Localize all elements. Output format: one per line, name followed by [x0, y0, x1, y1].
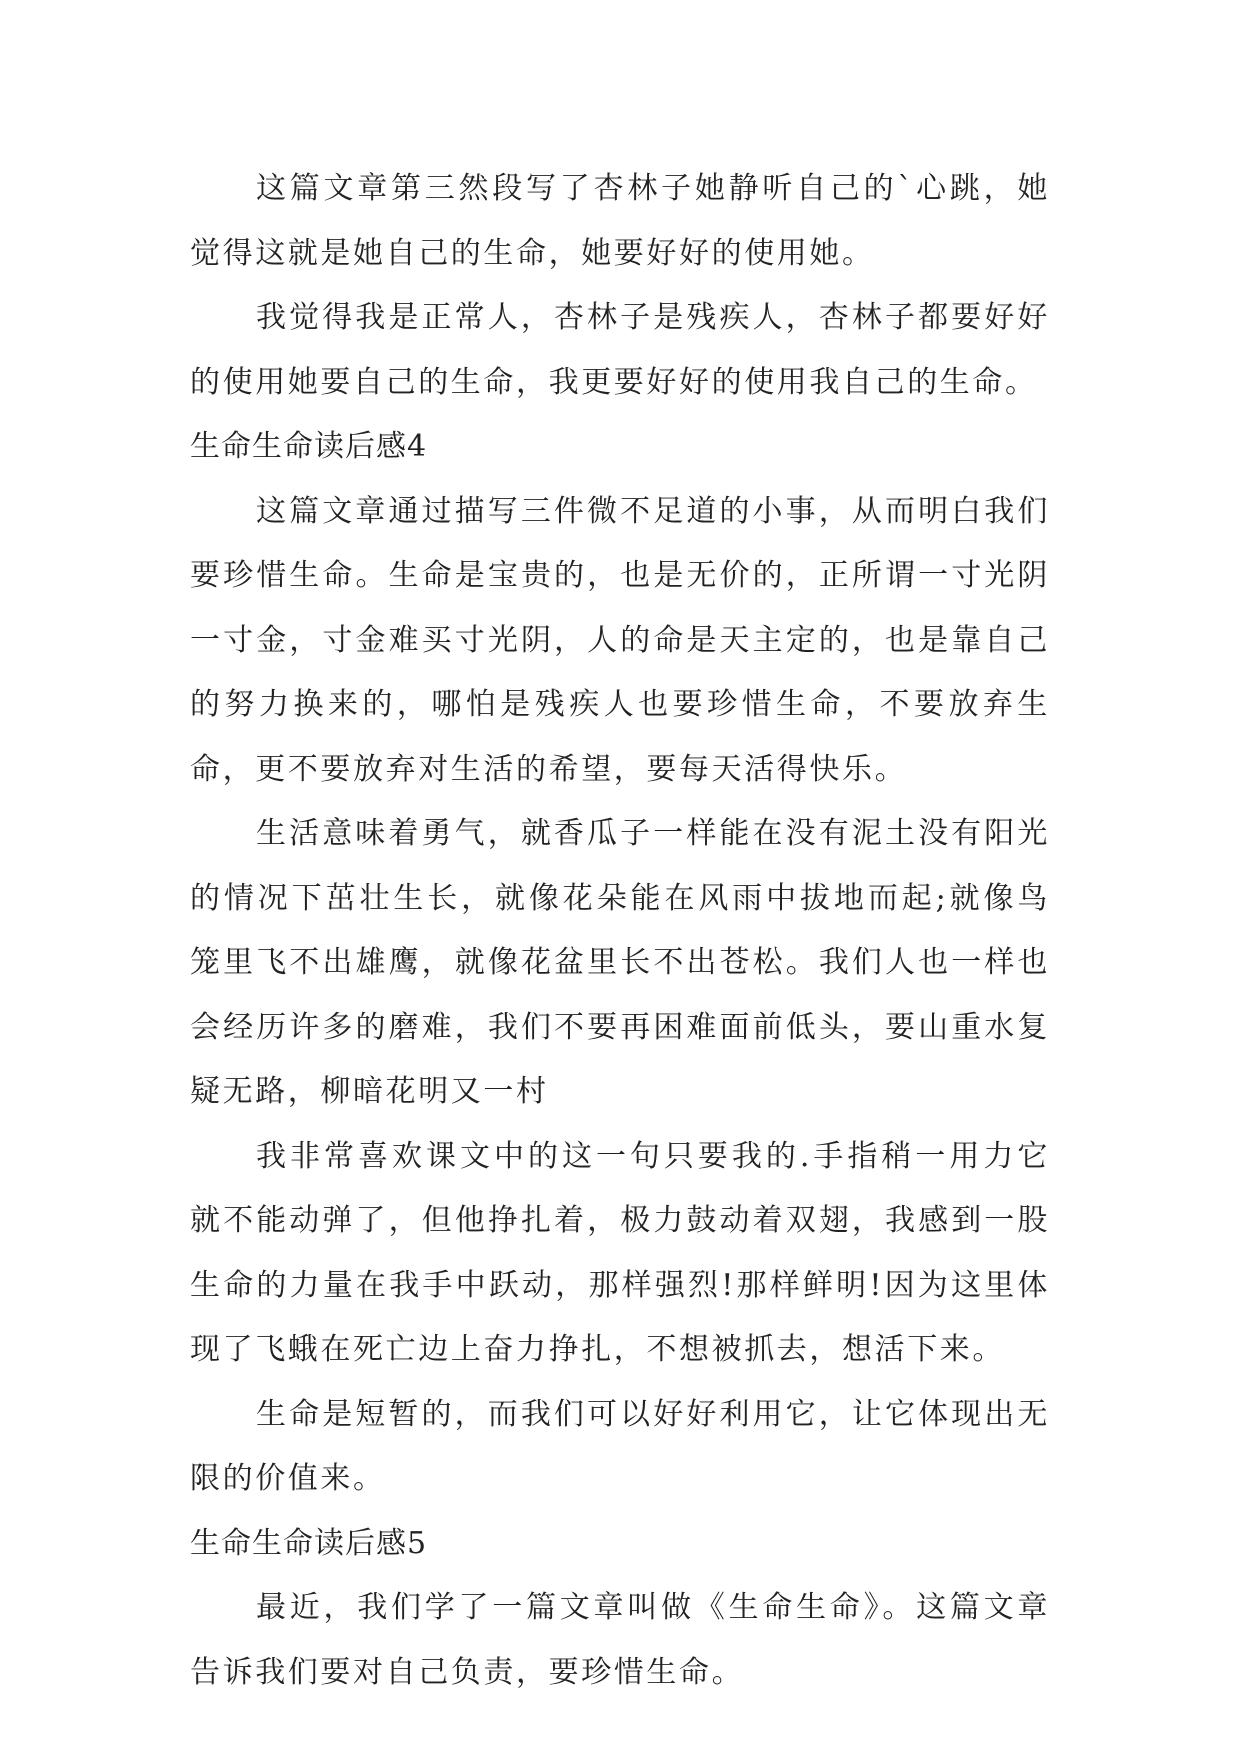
section-heading-4: 生命生命读后感4 [190, 429, 428, 464]
paragraph-heartbeat: 这篇文章第三然段写了杏林子她静听自己的`心跳，她觉得这就是她自己的生命，她要好好的使用她。 [190, 171, 1050, 271]
document-body [190, 157, 1050, 1705]
paragraph-cherish-life: 这篇文章通过描写三件微不足道的小事，从而明白我们要珍惜生命。生命是宝贵的，也是无价的，正所谓一寸光阴一寸金，寸金难买寸光阴，人的命是天主定的，也是靠自己的努力换来的，哪怕是残疾人也要珍惜生命，不要放弃生命，更不要放弃对生活的希望，要每天活得快乐。 [190, 493, 1050, 787]
paragraph-courage: 生活意味着勇气，就香瓜子一样能在没有泥土没有阳光的情况下茁壮生长，就像花朵能在风雨中拔地而起;就像鸟笼里飞不出雄鹰，就像花盆里长不出苍松。我们人也一样也会经历许多的磨难，我们不要再困难面前低头，要山重水复疑无路，柳暗花明又一村 [190, 816, 1050, 1109]
paragraph-short-life: 生命是短暂的，而我们可以好好利用它，让它体现出无限的价值来。 [190, 1396, 1050, 1496]
paragraph-moth: 我非常喜欢课文中的这一句只要我的.手指稍一用力它就不能动弹了，但他挣扎着，极力鼓动着双翅，我感到一股生命的力量在我手中跃动，那样强烈!那样鲜明!因为这里体现了飞蛾在死亡边上奋力挣扎，不想被抓去，想活下来。 [190, 1138, 1050, 1367]
paragraph-recently: 最近，我们学了一篇文章叫做《生命生命》。这篇文章告诉我们要对自己负责，要珍惜生命。 [190, 1590, 1050, 1690]
paragraph-normal-person: 我觉得我是正常人，杏林子是残疾人，杏林子都要好好的使用她要自己的生命，我更要好好的使用我自己的生命。 [190, 300, 1050, 400]
section-heading-5: 生命生命读后感5 [190, 1525, 428, 1561]
